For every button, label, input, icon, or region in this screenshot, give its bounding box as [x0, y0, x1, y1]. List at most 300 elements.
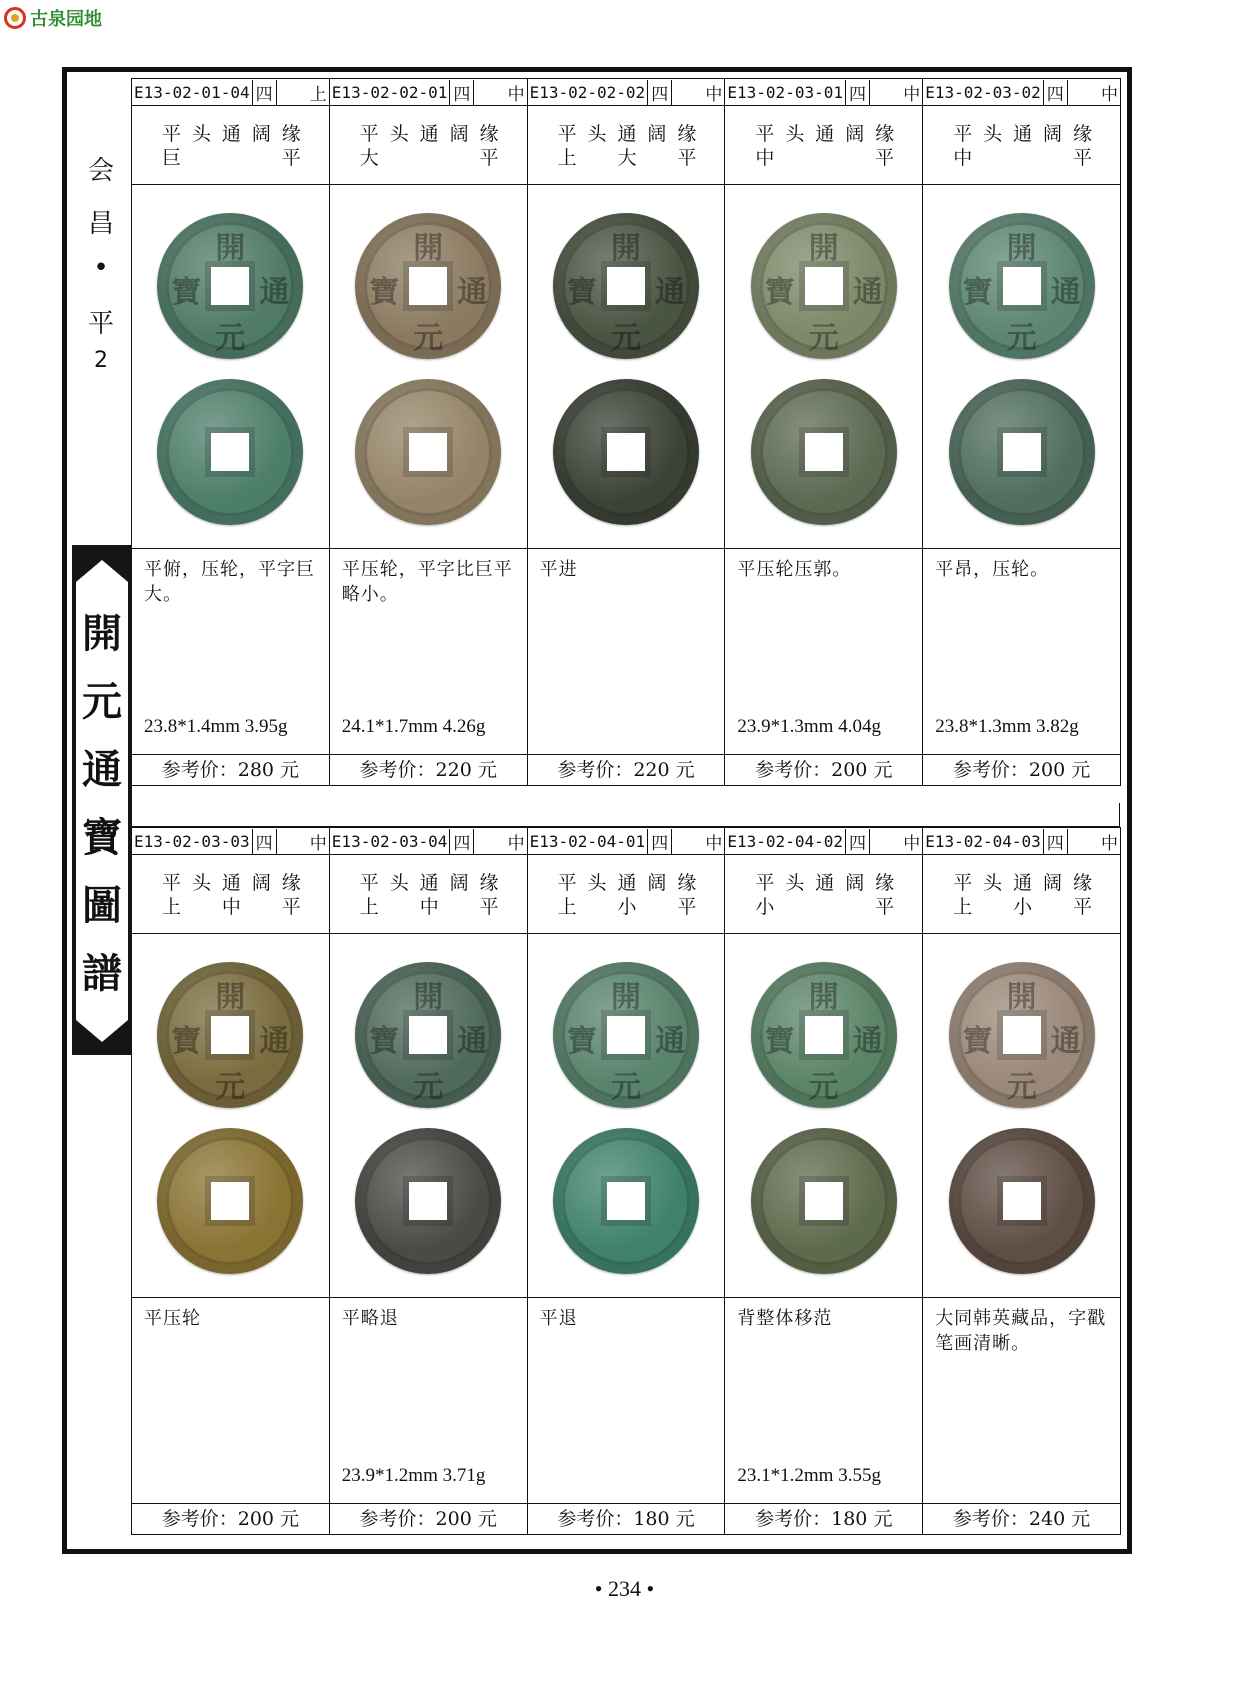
label-header-char: 头	[785, 872, 805, 894]
label-values	[558, 895, 697, 919]
square-hole	[409, 1182, 447, 1220]
label-value-char: 平	[1072, 896, 1092, 918]
grade-position: 中	[903, 833, 921, 854]
label-header	[953, 122, 1092, 146]
price-cell	[527, 755, 725, 786]
label-header	[755, 871, 894, 895]
coin-glyph: 寶	[369, 275, 400, 310]
label-cell	[329, 855, 527, 934]
page-number: • 234 •	[594, 1576, 655, 1601]
price-cell	[725, 1504, 923, 1535]
price-value: 280	[237, 759, 274, 781]
label-value-char: 小	[1013, 896, 1033, 918]
coin-glyph: 寶	[369, 1024, 400, 1059]
price-row	[132, 755, 1121, 786]
grade-position: 上	[309, 84, 327, 105]
label-value-char: 中	[953, 147, 973, 169]
coin-glyph: 通	[457, 1024, 488, 1059]
grade-position: 中	[507, 84, 525, 105]
coin-glyph: 開	[413, 980, 444, 1015]
square-hole	[211, 267, 249, 305]
price-prefix: 参考价：	[952, 1508, 1029, 1530]
label-cell	[329, 106, 527, 185]
coin-image-cell	[329, 185, 527, 549]
price-prefix: 参考价：	[557, 759, 634, 781]
square-hole	[211, 1016, 249, 1054]
price-value: 220	[435, 759, 472, 781]
price-suffix: 元	[675, 1508, 695, 1530]
square-hole	[1003, 433, 1041, 471]
coin-glyph: 通	[654, 1024, 685, 1059]
label-header-char: 缘	[281, 872, 301, 894]
book-title-char: 圖	[82, 882, 122, 929]
label-value-char: 平	[875, 147, 895, 169]
label-header-char: 缘	[1072, 872, 1092, 894]
note-cell	[132, 1298, 330, 1504]
note-cell	[132, 549, 330, 755]
label-value-char: 平	[479, 147, 499, 169]
coin-spec: 23.9*1.2mm 3.71g	[341, 1465, 486, 1486]
coin-note: 平压轮，平字比巨平略小。	[341, 559, 513, 605]
coin-image-cell	[923, 934, 1121, 1298]
coin-note: 平略退	[341, 1308, 399, 1329]
label-header-char: 头	[983, 123, 1003, 145]
catalog-code: E13-02-03-04	[331, 831, 448, 851]
price-cell	[132, 1504, 330, 1535]
label-header-char: 阔	[1043, 872, 1063, 894]
coin-glyph: 開	[215, 980, 246, 1015]
coin-image-cell	[527, 185, 725, 549]
coin-note: 背整体移范	[737, 1308, 833, 1329]
coin-glyph: 開	[413, 231, 444, 266]
code-cell	[725, 79, 923, 106]
coin-glyph: 通	[654, 275, 685, 310]
coin-image-cell	[329, 934, 527, 1298]
note-cell	[527, 549, 725, 755]
label-header-char: 头	[785, 123, 805, 145]
price-suffix: 元	[873, 1508, 893, 1530]
label-value-char: 小	[617, 896, 637, 918]
note-cell	[329, 549, 527, 755]
grade-position: 中	[903, 84, 921, 105]
coin-note: 平进	[539, 559, 578, 580]
label-value-char: 平	[1072, 147, 1092, 169]
sidebar-era-char: 会	[87, 156, 114, 186]
coin-obverse-image	[553, 962, 699, 1108]
label-header-char: 通	[617, 123, 637, 145]
grade-position: 中	[1100, 84, 1118, 105]
book-title-char: 開	[82, 610, 122, 657]
catalog-code: E13-02-03-01	[727, 82, 843, 102]
coin-glyph: 通	[259, 275, 290, 310]
square-hole	[1003, 267, 1041, 305]
square-hole	[409, 1016, 447, 1054]
label-header-char: 平	[557, 123, 577, 145]
price-prefix: 参考价：	[359, 759, 436, 781]
label-header-char: 通	[617, 872, 637, 894]
label-header-char: 平	[755, 872, 775, 894]
label-header-char: 头	[191, 872, 211, 894]
code-cell	[923, 79, 1121, 106]
label-row	[132, 855, 1121, 934]
label-header	[162, 871, 301, 895]
label-values	[360, 146, 499, 170]
coin-obverse-image	[355, 213, 501, 359]
label-header-char: 阔	[845, 872, 865, 894]
grade-box: 四	[252, 829, 277, 854]
code-cell	[725, 828, 923, 855]
coin-obverse-image	[157, 213, 303, 359]
square-hole	[805, 267, 843, 305]
note-row	[132, 549, 1121, 755]
label-value-char: 平	[281, 896, 301, 918]
coin-glyph: 開	[808, 980, 839, 1015]
logo-text: 古泉园地	[30, 9, 102, 30]
coin-glyph: 寶	[962, 1024, 993, 1059]
logo-coin-icon	[4, 7, 26, 29]
note-cell	[923, 549, 1121, 755]
label-header-char: 头	[983, 872, 1003, 894]
label-header-char: 缘	[479, 872, 499, 894]
label-header-char: 缘	[875, 872, 895, 894]
label-header-char: 阔	[449, 872, 469, 894]
label-header	[360, 122, 499, 146]
note-cell	[725, 549, 923, 755]
label-values	[162, 895, 301, 919]
coin-reverse-image	[157, 379, 303, 525]
price-suffix: 元	[675, 759, 695, 781]
coin-glyph: 寶	[171, 1024, 202, 1059]
label-values	[953, 895, 1092, 919]
table-spacer	[131, 803, 1120, 827]
label-value-char: 上	[953, 896, 973, 918]
coin-spec: 23.1*1.2mm 3.55g	[737, 1465, 881, 1486]
price-suffix: 元	[280, 1508, 300, 1530]
price-value: 200	[435, 1508, 472, 1530]
price-value: 180	[831, 1508, 868, 1530]
coin-glyph: 寶	[566, 1024, 597, 1059]
square-hole	[607, 1016, 645, 1054]
coin-spec: 23.8*1.4mm 3.95g	[144, 716, 288, 737]
coin-note: 平压轮压郭。	[737, 559, 852, 580]
coin-glyph: 開	[808, 231, 839, 266]
label-value-char: 大	[359, 147, 379, 169]
price-cell	[923, 1504, 1121, 1535]
code-row	[132, 79, 1121, 106]
label-value-char: 中	[419, 896, 439, 918]
label-value-char: 中	[755, 147, 775, 169]
book-title	[76, 600, 128, 1008]
label-header	[755, 122, 894, 146]
grade-position: 中	[705, 833, 723, 854]
label-header-char: 头	[389, 123, 409, 145]
coin-glyph: 通	[1050, 1024, 1081, 1059]
coin-glyph: 元	[808, 321, 839, 356]
label-header-char: 阔	[1043, 123, 1063, 145]
label-header	[162, 122, 301, 146]
coin-obverse-image	[553, 213, 699, 359]
square-hole	[409, 267, 447, 305]
coin-reverse-image	[157, 1128, 303, 1274]
label-value-char: 巨	[162, 147, 182, 169]
label-value-char: 大	[617, 147, 637, 169]
label-header-char: 缘	[281, 123, 301, 145]
label-header	[558, 871, 697, 895]
label-cell	[923, 106, 1121, 185]
code-cell	[329, 828, 527, 855]
coin-reverse-image	[751, 1128, 897, 1274]
coin-reverse-image	[949, 379, 1095, 525]
square-hole	[607, 1182, 645, 1220]
label-header-char: 阔	[845, 123, 865, 145]
coin-image-cell	[132, 185, 330, 549]
coin-glyph: 寶	[962, 275, 993, 310]
label-header-char: 通	[419, 872, 439, 894]
coin-image-cell	[725, 934, 923, 1298]
coin-glyph: 元	[215, 321, 246, 356]
square-hole	[1003, 1182, 1041, 1220]
site-logo	[4, 6, 102, 30]
label-value-char: 平	[677, 896, 697, 918]
price-cell	[132, 755, 330, 786]
grade-box: 四	[449, 80, 474, 105]
coin-glyph: 開	[610, 980, 641, 1015]
coin-reverse-image	[949, 1128, 1095, 1274]
grade-box: 四	[845, 80, 870, 105]
sidebar-era-char: •	[93, 253, 109, 283]
catalog-code: E13-02-02-01	[331, 82, 448, 102]
coin-glyph: 寶	[764, 1024, 795, 1059]
note-cell	[527, 1298, 725, 1504]
coin-glyph: 開	[215, 231, 246, 266]
price-prefix: 参考价：	[161, 1508, 238, 1530]
coin-reverse-image	[553, 1128, 699, 1274]
price-value: 200	[831, 759, 868, 781]
label-cell	[923, 855, 1121, 934]
label-header-char: 通	[221, 872, 241, 894]
grade-position: 中	[507, 833, 525, 854]
image-row	[132, 185, 1121, 549]
coin-glyph: 通	[259, 1024, 290, 1059]
label-header-char: 头	[389, 872, 409, 894]
grade-box: 四	[647, 829, 672, 854]
note-cell	[329, 1298, 527, 1504]
grade-position: 中	[705, 84, 723, 105]
coin-glyph: 寶	[566, 275, 597, 310]
label-values	[755, 895, 894, 919]
coin-image-cell	[527, 934, 725, 1298]
coin-glyph: 開	[1006, 980, 1037, 1015]
coin-glyph: 寶	[171, 275, 202, 310]
label-header-char: 缘	[1072, 123, 1092, 145]
grade-position: 中	[309, 833, 327, 854]
price-value: 200	[1028, 759, 1066, 781]
price-cell	[329, 755, 527, 786]
label-header-char: 阔	[647, 872, 667, 894]
coin-spec: 23.8*1.3mm 3.82g	[935, 716, 1079, 737]
price-prefix: 参考价：	[952, 759, 1029, 781]
label-header-char: 阔	[251, 872, 271, 894]
coin-glyph: 元	[413, 321, 444, 356]
coin-note: 平压轮	[144, 1308, 201, 1329]
label-value-char: 平	[677, 147, 697, 169]
coin-glyph: 元	[610, 1070, 641, 1105]
coin-note: 平昂，压轮。	[935, 559, 1050, 580]
label-values	[360, 895, 499, 919]
sidebar-era-char: 昌	[87, 209, 114, 239]
catalog-code: E13-02-04-01	[529, 831, 646, 851]
price-value: 200	[237, 1508, 274, 1530]
price-cell	[527, 1504, 725, 1535]
label-header-char: 头	[587, 123, 607, 145]
square-hole	[1003, 1016, 1041, 1054]
price-prefix: 参考价：	[557, 1508, 634, 1530]
book-title-char: 元	[82, 678, 122, 725]
price-cell	[923, 755, 1121, 786]
label-value-char: 中	[221, 896, 241, 918]
coin-glyph: 元	[215, 1070, 246, 1105]
grade-box: 四	[449, 829, 474, 854]
label-value-char: 上	[162, 896, 182, 918]
coin-table-top	[131, 78, 1121, 786]
price-cell	[725, 755, 923, 786]
grade-box: 四	[1043, 80, 1068, 105]
price-suffix: 元	[1071, 759, 1091, 781]
label-header-char: 阔	[251, 123, 271, 145]
sidebar-era	[72, 78, 130, 538]
price-row	[132, 1504, 1121, 1535]
label-cell	[725, 855, 923, 934]
label-value-char: 小	[755, 896, 775, 918]
label-cell	[132, 855, 330, 934]
label-header-char: 缘	[875, 123, 895, 145]
price-prefix: 参考价：	[359, 1508, 436, 1530]
code-row	[132, 828, 1121, 855]
coin-obverse-image	[751, 213, 897, 359]
coin-reverse-image	[355, 379, 501, 525]
grade-box: 四	[252, 80, 277, 105]
price-suffix: 元	[1071, 1508, 1091, 1530]
coin-glyph: 開	[1006, 231, 1037, 266]
label-value-char: 平	[479, 896, 499, 918]
note-cell	[725, 1298, 923, 1504]
label-header-char: 平	[755, 123, 775, 145]
label-header-char: 缘	[677, 872, 697, 894]
catalog-code: E13-02-01-04	[134, 82, 250, 102]
coin-note: 大同韩英藏品，字戳笔画清晰。	[935, 1308, 1107, 1354]
coin-glyph: 元	[1006, 321, 1037, 356]
price-prefix: 参考价：	[755, 759, 832, 781]
label-cell	[527, 106, 725, 185]
coin-glyph: 元	[1006, 1070, 1037, 1105]
label-header-char: 平	[953, 123, 973, 145]
label-cell	[132, 106, 330, 185]
grade-box: 四	[647, 80, 672, 105]
coin-glyph: 通	[1050, 275, 1081, 310]
label-header-char: 缘	[479, 123, 499, 145]
label-header-char: 阔	[647, 123, 667, 145]
square-hole	[211, 1182, 249, 1220]
price-suffix: 元	[477, 1508, 497, 1530]
label-header	[360, 871, 499, 895]
label-header-char: 平	[359, 123, 379, 145]
coin-spec: 23.9*1.3mm 4.04g	[737, 716, 881, 737]
code-cell	[923, 828, 1121, 855]
coin-reverse-image	[553, 379, 699, 525]
square-hole	[211, 433, 249, 471]
price-value: 220	[633, 759, 670, 781]
coin-obverse-image	[949, 213, 1095, 359]
coin-note: 平退	[539, 1308, 578, 1329]
label-row	[132, 106, 1121, 185]
label-header-char: 通	[419, 123, 439, 145]
grade-box: 四	[1043, 829, 1068, 854]
grade-box: 四	[845, 829, 870, 854]
price-prefix: 参考价：	[161, 759, 238, 781]
coin-glyph: 元	[413, 1070, 444, 1105]
coin-note: 平俯，压轮，平字巨大。	[144, 559, 315, 605]
sidebar-era-char: 2	[94, 348, 108, 373]
label-values	[558, 146, 697, 170]
coin-glyph: 元	[808, 1070, 839, 1105]
label-header-char: 通	[815, 872, 835, 894]
label-cell	[725, 106, 923, 185]
coin-image-cell	[923, 185, 1121, 549]
coin-obverse-image	[751, 962, 897, 1108]
coin-obverse-image	[157, 962, 303, 1108]
price-suffix: 元	[477, 759, 497, 781]
label-header-char: 通	[815, 123, 835, 145]
grade-position: 中	[1100, 833, 1118, 854]
code-cell	[132, 79, 330, 106]
coin-reverse-image	[355, 1128, 501, 1274]
coin-obverse-image	[355, 962, 501, 1108]
label-header-char: 通	[1013, 872, 1033, 894]
coin-spec: 24.1*1.7mm 4.26g	[341, 716, 486, 737]
coin-reverse-image	[751, 379, 897, 525]
coin-glyph: 通	[852, 275, 883, 310]
code-cell	[527, 79, 725, 106]
code-cell	[132, 828, 330, 855]
catalog-code: E13-02-02-02	[529, 82, 646, 102]
book-title-char: 寶	[82, 814, 122, 861]
coin-glyph: 開	[610, 231, 641, 266]
label-value-char: 上	[557, 147, 577, 169]
label-header-char: 通	[221, 123, 241, 145]
label-value-char: 上	[359, 896, 379, 918]
label-cell	[527, 855, 725, 934]
book-title-char: 譜	[82, 950, 122, 997]
label-values	[755, 146, 894, 170]
coin-glyph: 通	[852, 1024, 883, 1059]
coin-glyph: 元	[610, 321, 641, 356]
label-value-char: 平	[875, 896, 895, 918]
label-value-char: 上	[557, 896, 577, 918]
label-header-char: 平	[162, 872, 182, 894]
price-suffix: 元	[873, 759, 893, 781]
label-header-char: 头	[191, 123, 211, 145]
label-header-char: 平	[162, 123, 182, 145]
label-value-char: 平	[281, 147, 301, 169]
square-hole	[607, 267, 645, 305]
label-header-char: 缘	[677, 123, 697, 145]
catalog-code: E13-02-04-03	[925, 831, 1041, 851]
coin-image-cell	[725, 185, 923, 549]
image-row	[132, 934, 1121, 1298]
label-header-char: 平	[557, 872, 577, 894]
code-cell	[527, 828, 725, 855]
square-hole	[805, 1182, 843, 1220]
